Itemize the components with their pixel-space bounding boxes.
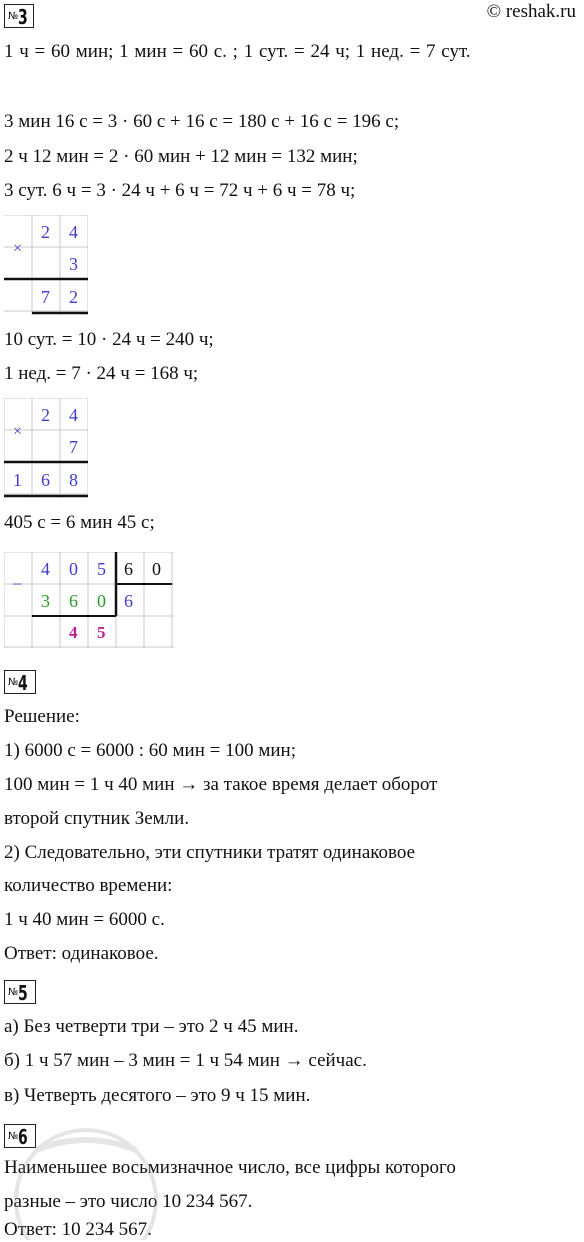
task4-line-2: 1) 6000 с = 6000 : 60 мин = 100 мин; <box>4 740 296 761</box>
task3-line-4: 10 сут. = 10 · 24 ч = 240 ч; <box>4 329 214 350</box>
task-4-badge: № 4 <box>4 670 36 694</box>
task4-line-6: количество времени: <box>4 875 173 896</box>
task6-line-1: Наименьшее восьмизначное число, все цифры которого <box>4 1157 456 1178</box>
mult2-digit: 1 <box>13 470 22 490</box>
copyright-text: © reshak.ru <box>486 1 576 22</box>
div-remainder-digit: 4 <box>69 623 78 642</box>
mult2-digit: 4 <box>69 405 78 425</box>
task5-item-b: б) 1 ч 57 мин – 3 мин = 1 ч 54 мин → сейчас. <box>4 1050 367 1071</box>
task4-answer: Ответ: одинаковое. <box>4 943 159 964</box>
task-6-badge: № 6 <box>4 1124 36 1148</box>
mult1-digit: 4 <box>69 222 78 242</box>
div-sub-digit: 3 <box>41 591 50 611</box>
div-dividend-digit: 4 <box>41 559 50 579</box>
multiplication-24x7 <box>4 398 88 498</box>
task5-item-c: в) Четверть десятого – это 9 ч 15 мин. <box>4 1085 311 1106</box>
task4-line-3: 100 мин = 1 ч 40 мин → за такое время делает оборот <box>4 774 438 795</box>
mult1-digit: 2 <box>69 287 78 307</box>
task6-answer: Ответ: 10 234 567. <box>4 1219 152 1240</box>
task3-line-3: 3 сут. 6 ч = 3 · 24 ч + 6 ч = 72 ч + 6 ч = 78 ч; <box>4 180 356 201</box>
mult1-op: × <box>13 240 23 257</box>
watermark-logo <box>6 1120 166 1240</box>
div-dividend-digit: 5 <box>97 559 106 579</box>
units-line: 1 ч = 60 мин; 1 мин = 60 с. ; 1 сут. = 24 ч; 1 нед. = 7 сут. <box>4 41 471 62</box>
mult2-digit: 7 <box>69 437 78 457</box>
mult1-digit: 7 <box>41 287 50 307</box>
mult1-digit: 2 <box>41 222 50 242</box>
task4-line-4: второй спутник Земли. <box>4 808 190 829</box>
div-quotient-digit: 6 <box>124 591 133 611</box>
task4-line-5: 2) Следовательно, эти спутники тратят одинаковое <box>4 842 416 863</box>
task3-line-5: 1 нед. = 7 · 24 ч = 168 ч; <box>4 363 199 384</box>
mult2-digit: 6 <box>41 470 50 490</box>
task3-line-2: 2 ч 12 мин = 2 · 60 мин + 12 мин = 132 мин; <box>4 146 358 167</box>
multiplication-24x3 <box>4 215 88 315</box>
mult2-op: × <box>13 423 23 440</box>
long-division-405-by-60 <box>4 552 174 648</box>
div-sub-digit: 6 <box>69 591 78 611</box>
div-divisor-digit: 0 <box>152 559 161 579</box>
task3-line-1: 3 мин 16 с = 3 · 60 с + 16 с = 180 с + 16 с = 196 с; <box>4 111 400 132</box>
task-5-badge: № 5 <box>4 980 36 1004</box>
mult1-digit: 3 <box>69 254 78 274</box>
div-sub-digit: 0 <box>97 591 106 611</box>
task4-line-7: 1 ч 40 мин = 6000 с. <box>4 909 165 930</box>
task5-item-a: а) Без четверти три – это 2 ч 45 мин. <box>4 1016 299 1037</box>
task-3-badge: № 3 <box>4 4 34 28</box>
task4-line-1: Решение: <box>4 706 80 727</box>
mult2-digit: 8 <box>69 470 78 490</box>
task6-line-2: разные – это число 10 234 567. <box>4 1191 253 1212</box>
div-divisor-digit: 6 <box>124 559 133 579</box>
div-dividend-digit: 0 <box>69 559 78 579</box>
task3-line-6: 405 с = 6 мин 45 с; <box>4 512 155 533</box>
mult2-digit: 2 <box>41 405 50 425</box>
div-op: − <box>12 574 23 594</box>
div-remainder-digit: 5 <box>97 623 106 642</box>
